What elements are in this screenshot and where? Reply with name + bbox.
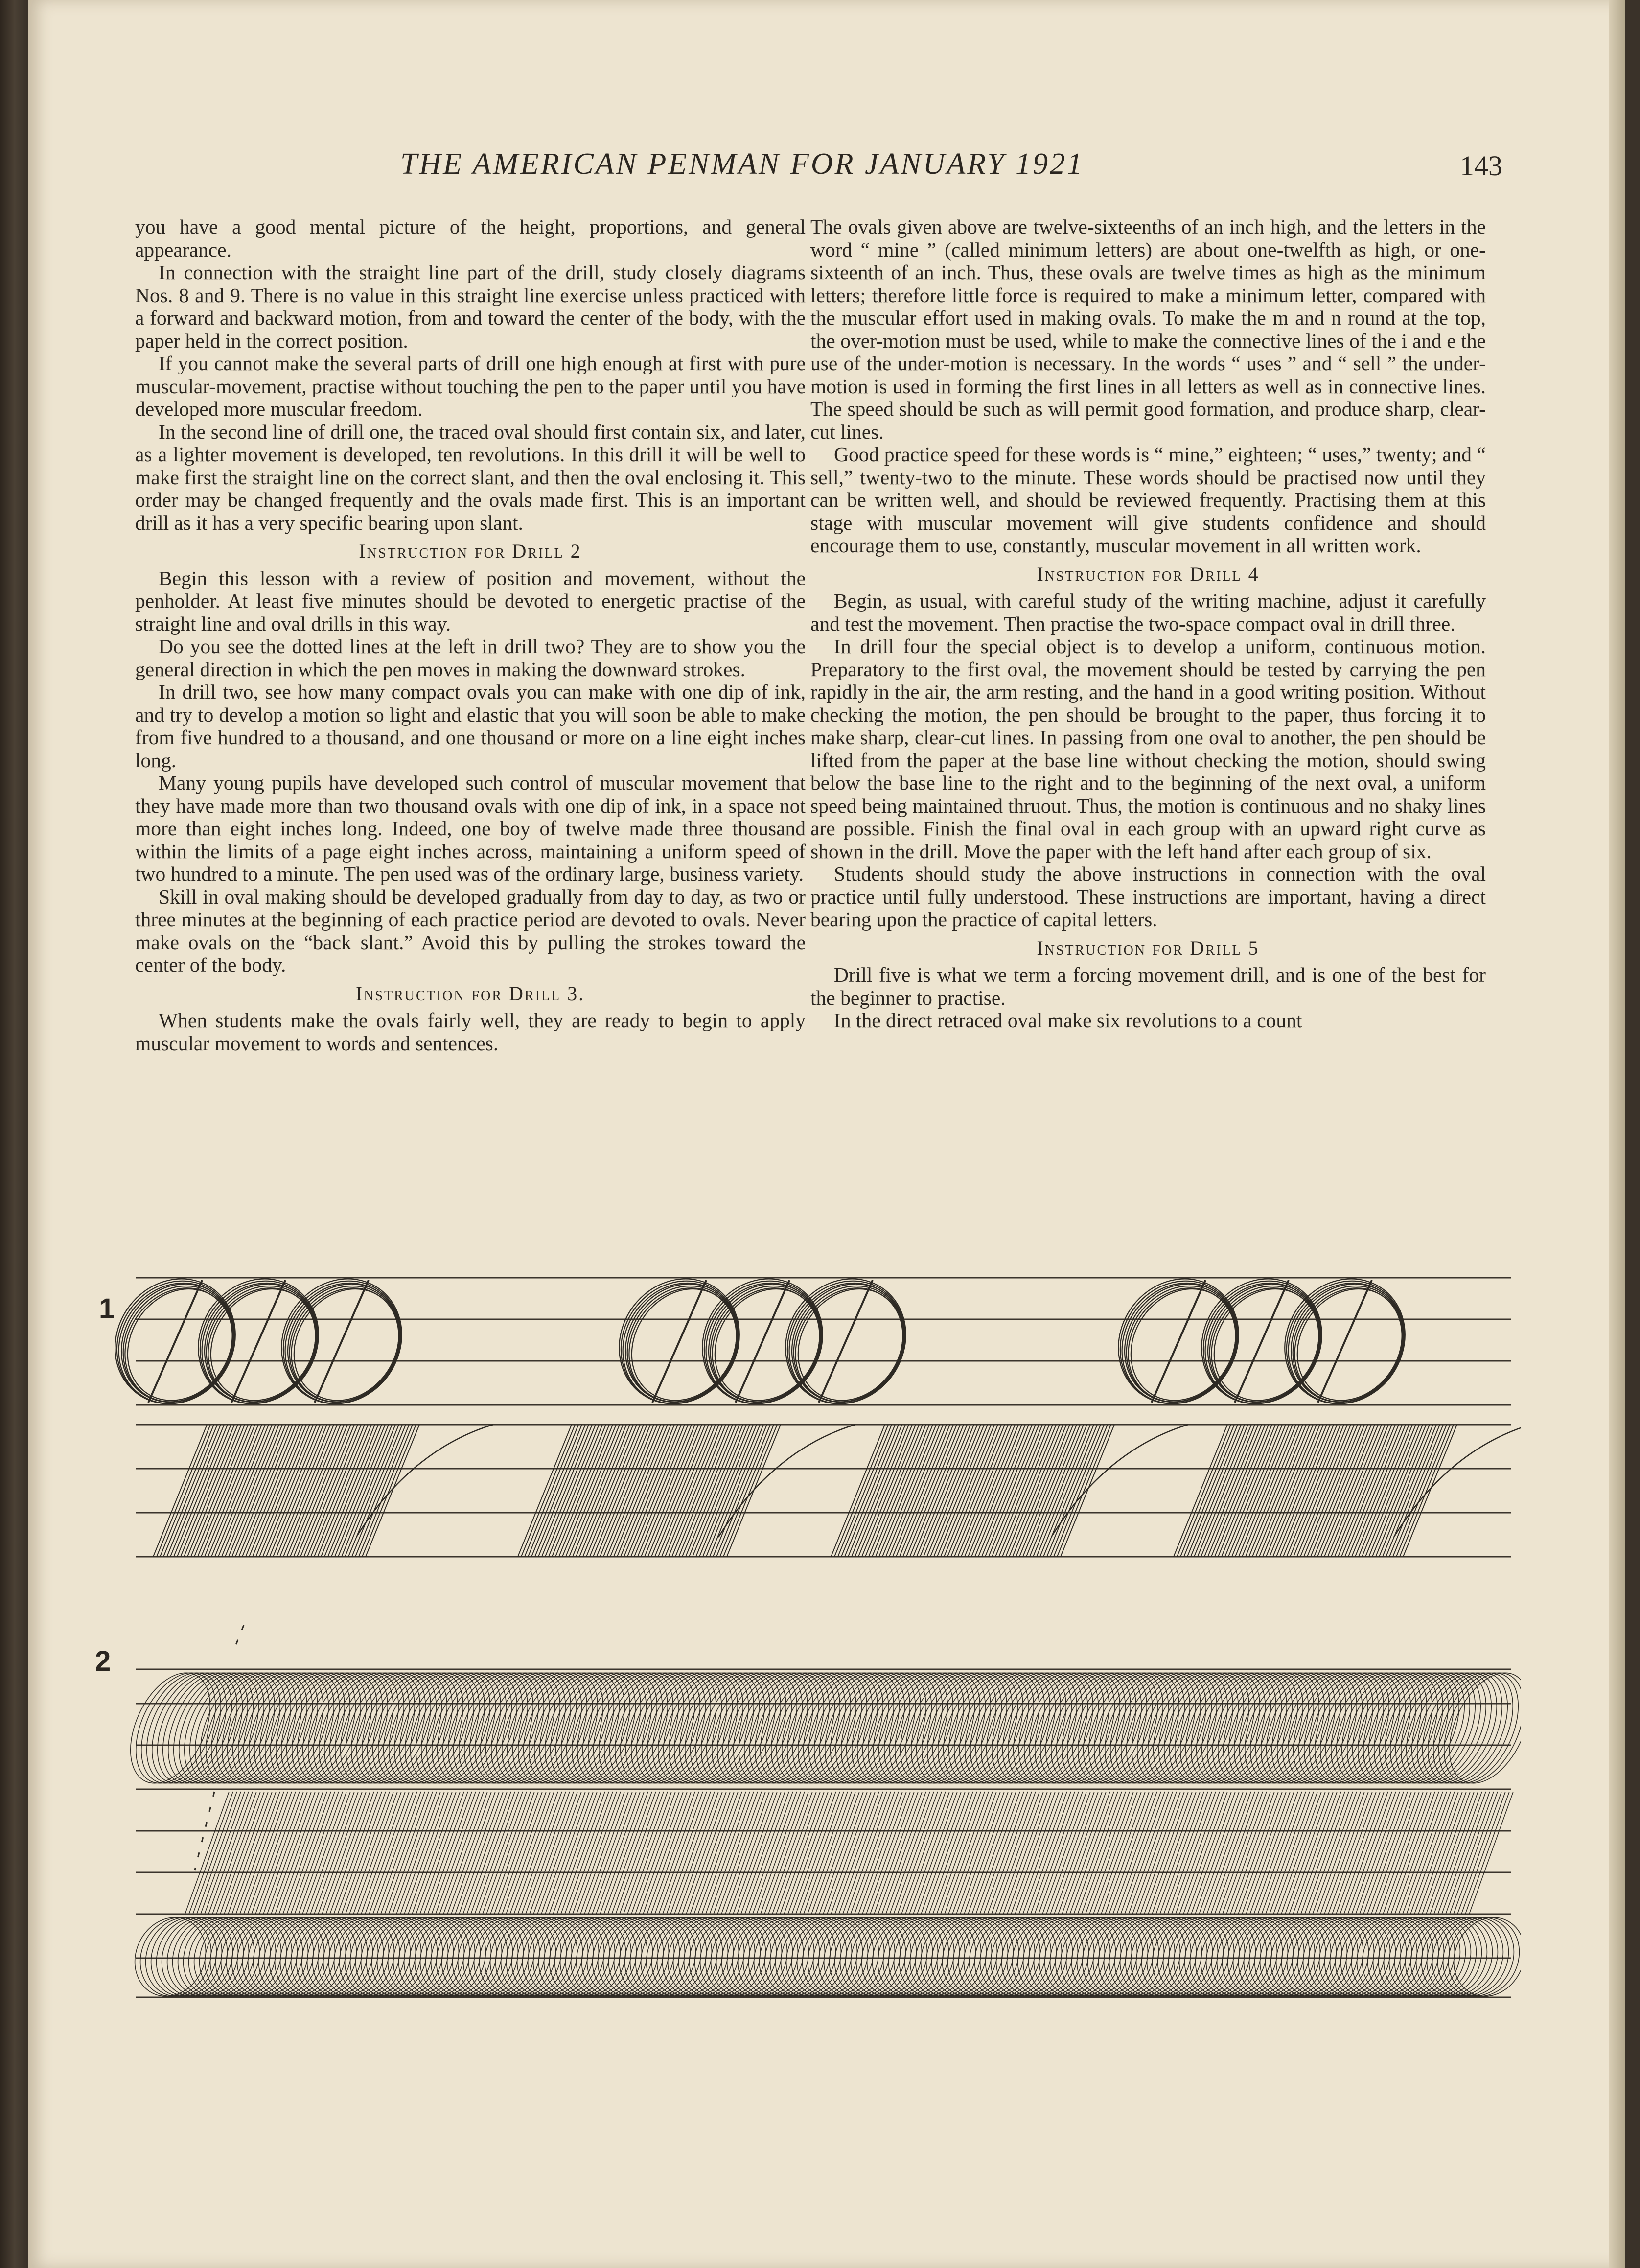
slant-stroke (1318, 1280, 1372, 1403)
slant-stroke (1152, 1280, 1205, 1403)
paragraph: Skill in oval making should be developed gradually from day to day, as two or three minutes at the beginning of each practice period are devoted to ovals. Never make ovals on the “back slant.” Avoid this by pulling the strokes toward the center of the body. (135, 885, 806, 976)
slant-stroke (231, 1280, 285, 1403)
drill-label-2: 2 (95, 1645, 111, 1677)
drill-label-1: 1 (99, 1293, 115, 1325)
slant-stroke (148, 1280, 202, 1403)
direction-guide (234, 1625, 244, 1650)
page-number: 143 (1460, 150, 1502, 182)
running-title: THE AMERICAN PENMAN FOR JANUARY 1921 (400, 147, 1085, 181)
paragraph: In drill four the special object is to develop a uniform, continuous motion. Preparatory to the first oval, the movement should be tested by carrying the pen rapidly in the air, the arm resting, and the hand in a good writing position. Without checking the motion, the pen should be brought to the paper, thus forcing it to make sharp, clear-cut lines. In passing from one oval to another, the pen should be lifted from the paper at the base line without checking the motion, should swing below the base line to the right and to the beginning of the next oval, a uniform speed being maintained thruout. Thus, the motion is continuous and no shaky lines are possible. Finish the final oval in each group with an upward right curve as shown in the drill. Move the paper with the left hand after each group of six. (810, 635, 1486, 863)
slant-stroke (736, 1280, 789, 1403)
section-heading: Instruction for Drill 2 (359, 540, 582, 562)
slant-stroke (1235, 1280, 1289, 1403)
page-edge (1609, 0, 1625, 2268)
paragraph: Many young pupils have developed such control of muscular movement that they have made more than two thousand ovals with one dip of ink, in a space not more than eight inches long. Indeed, one boy of twelve made three thousand within the limits of a page eight inches across, maintaining a uniform speed of two hundred to a minute. The pen used was of the ordinary large, business variety. (135, 772, 806, 885)
left-text-column (135, 215, 806, 1054)
slant-stroke (652, 1280, 706, 1403)
paragraph: In the direct retraced oval make six revolutions to a count (834, 1009, 1302, 1031)
section-heading: Instruction for Drill 4 (1037, 562, 1260, 585)
paragraph: you have a good mental picture of the height, proportions, and general appearance. (135, 215, 806, 261)
paragraph: The ovals given above are twelve-sixteenths of an inch high, and the letters in the word “ mine ” (called minimum letters) are about one-twelfth as high, or one-sixteenth of an inch. Thus, these ovals are twelve times as high as the minimum letters; therefore little force is required to make a minimum letter, compared with the muscular effort used in making ovals. To make the m and n round at the top, the over-motion must be used, while to make the connective lines of the i and e the use of the under-motion is necessary. In the words “ uses ” and “ sell ” the under-motion is used in forming the first lines in all letters as well as in connective lines. The speed should be such as will permit good formation, and produce sharp, clear-cut lines. (810, 215, 1486, 443)
paragraph: Drill five is what we term a forcing movement drill, and is one of the best for the beginner to practise. (810, 963, 1486, 1009)
drill-illustration (102, 1263, 1521, 2095)
paragraph: When students make the ovals fairly well, they are ready to begin to apply muscular movement to words and sentences. (135, 1009, 806, 1054)
paragraph: If you cannot make the several parts of drill one high enough at first with pure muscular-movement, practise without touching the pen to the paper until you have developed more muscular freedom. (135, 352, 806, 420)
paragraph: Do you see the dotted lines at the left in drill two? They are to show you the general direction in which the pen moves in making the downward strokes. (135, 635, 806, 680)
section-heading: Instruction for Drill 5 (1037, 936, 1260, 959)
right-text-column (810, 215, 1486, 1032)
paragraph: Begin, as usual, with careful study of the writing machine, adjust it carefully and test the movement. Then practise the two-space compact oval in drill three. (810, 589, 1486, 635)
paragraph: In drill two, see how many compact ovals you can make with one dip of ink, and try to develop a motion so light and elastic that you will soon be able to make from five hundred to a thousand, and one thousand or more on a line eight inches long. (135, 680, 806, 772)
magazine-page (28, 0, 1625, 2268)
paragraph: Begin this lesson with a review of position and movement, without the penholder. At least five minutes should be devoted to energetic practise of the straight line and oval drills in this way. (135, 566, 806, 635)
slant-stroke (315, 1280, 369, 1403)
paragraph: In connection with the straight line part of the drill, study closely diagrams Nos. 8 and 9. There is no value in this straight line exercise unless practiced with a forward and backward motion, from and toward the center of the body, with the paper held in the correct position. (135, 261, 806, 352)
section-heading: Instruction for Drill 3. (355, 982, 585, 1005)
slant-stroke (819, 1280, 873, 1403)
paragraph: Good practice speed for these words is “ mine,” eighteen; “ uses,” twenty; and “ sell,” twenty-two to the minute. These words should be practised now until they can be written well, and should be reviewed frequently. Practising them at this stage with muscular movement will give students confidence and should encourage them to use, constantly, muscular movement in all written work. (810, 443, 1486, 557)
compact-oval (1417, 1660, 1521, 1796)
paragraph: Students should study the above instructions in connection with the oval practice until fully understood. These instructions are important, having a direct bearing upon the practice of capital letters. (810, 863, 1486, 931)
drill-plate (95, 1263, 1521, 2095)
paragraph: In the second line of drill one, the traced oval should first contain six, and later, as a lighter movement is developed, ten revolutions. In this drill it will be well to make first the straight line on the correct slant, and then the oval enclosing it. This order may be changed frequently and the ovals made first. This is an important drill as it has a very specific bearing upon slant. (135, 420, 806, 534)
